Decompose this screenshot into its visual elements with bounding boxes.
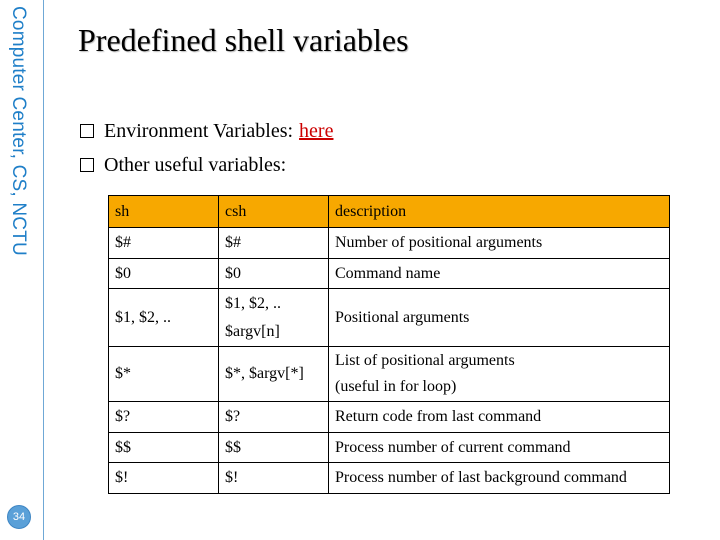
cell-sh: $1, $2, .. xyxy=(109,289,219,347)
cell-description: Positional arguments xyxy=(329,289,670,347)
table-row xyxy=(109,463,670,494)
cell-sh: $# xyxy=(109,228,219,259)
page-title: Predefined shell variables xyxy=(78,22,409,58)
bullet-item xyxy=(80,148,333,182)
table-row xyxy=(109,289,670,347)
cell-description: Number of positional arguments xyxy=(329,228,670,259)
bullet-text: Other useful variables: xyxy=(104,153,287,176)
cell-csh: $$ xyxy=(219,433,329,463)
bullet-item xyxy=(80,114,333,148)
sidebar xyxy=(0,0,44,540)
table-row xyxy=(109,433,670,463)
cell-description: Return code from last command xyxy=(329,402,670,433)
table-row xyxy=(109,228,670,259)
bullet-list xyxy=(80,114,333,182)
page-number-badge: 34 xyxy=(7,505,31,529)
cell-sh: $0 xyxy=(109,259,219,289)
cell-sh: $! xyxy=(109,463,219,494)
table-row xyxy=(109,347,670,402)
cell-csh: $? xyxy=(219,402,329,433)
cell-description: Process number of last background command xyxy=(329,463,670,494)
checkbox-bullet-icon xyxy=(80,158,94,172)
cell-csh-line: $argv[n] xyxy=(225,322,280,340)
here-link[interactable]: here xyxy=(299,119,334,142)
cell-csh: $*, $argv[*] xyxy=(219,347,329,402)
cell-csh: $0 xyxy=(219,259,329,289)
header-csh: csh xyxy=(219,196,329,228)
cell-description-line: (useful in for loop) xyxy=(335,378,457,395)
header-description: description xyxy=(329,196,670,228)
cell-description: Command name xyxy=(329,259,670,289)
variables-table xyxy=(108,195,670,494)
cell-csh xyxy=(219,289,329,347)
cell-sh: $* xyxy=(109,347,219,402)
cell-csh-line: $1, $2, .. xyxy=(225,294,281,312)
cell-sh: $$ xyxy=(109,433,219,463)
cell-description-line: List of positional arguments xyxy=(335,352,515,369)
sidebar-divider xyxy=(43,0,44,540)
cell-csh: $! xyxy=(219,463,329,494)
cell-csh: $# xyxy=(219,228,329,259)
table-row xyxy=(109,402,670,433)
sidebar-label: Computer Center, CS, NCTU xyxy=(8,6,29,256)
cell-description xyxy=(329,347,670,402)
table-row xyxy=(109,259,670,289)
header-sh: sh xyxy=(109,196,219,228)
checkbox-bullet-icon xyxy=(80,124,94,138)
cell-sh: $? xyxy=(109,402,219,433)
table-header-row xyxy=(109,196,670,228)
cell-description: Process number of current command xyxy=(329,433,670,463)
bullet-text: Environment Variables: xyxy=(104,119,294,142)
